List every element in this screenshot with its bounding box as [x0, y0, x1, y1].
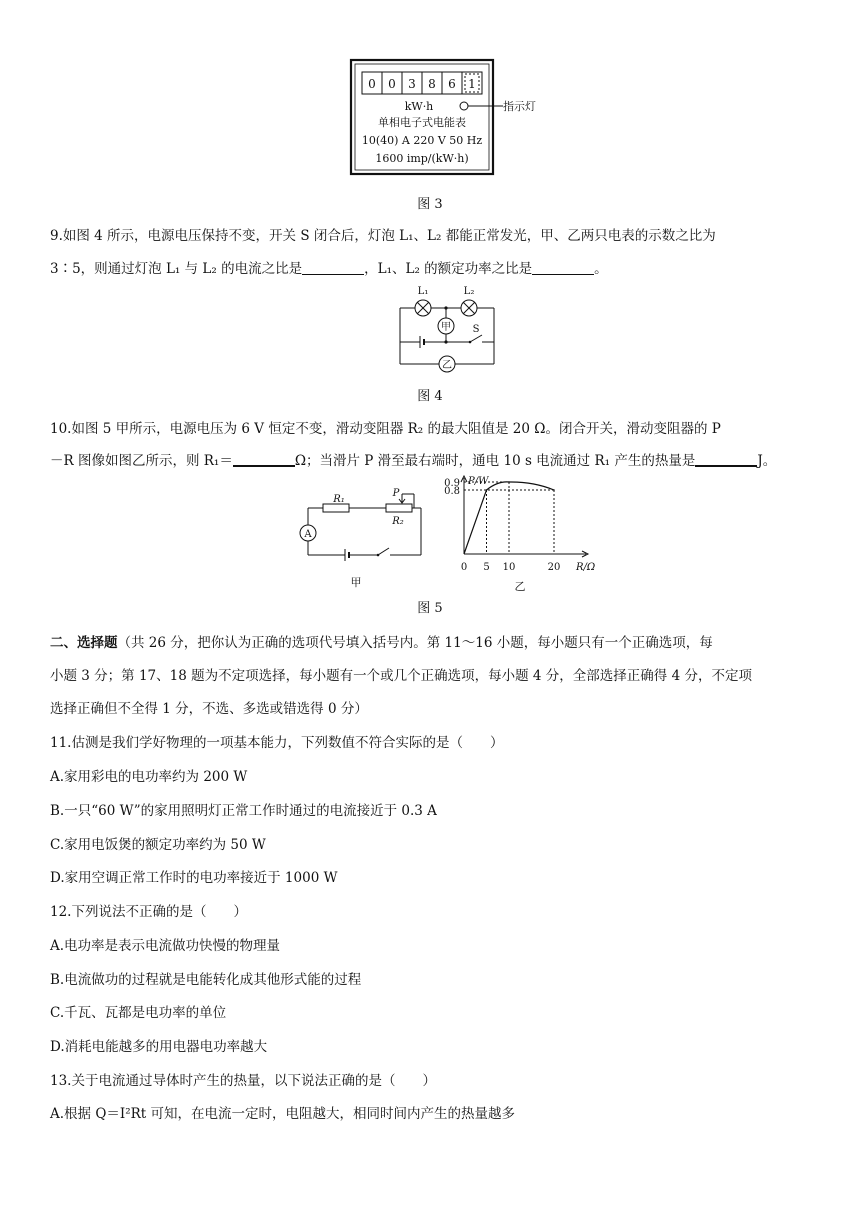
figure-5-circuit — [290, 482, 430, 592]
meter-name: 单相电子式电能表 — [378, 116, 466, 129]
meter-digit: 8 — [428, 77, 436, 91]
q12-stem: 12.下列说法不正确的是（ ） — [50, 904, 247, 920]
q9-text-a: 3∶5，则通过灯泡 L₁ 与 L₂ 的电流之比是 — [50, 261, 303, 277]
q9-line-1: 9.如图 4 所示，电源电压保持不变，开关 S 闭合后，灯泡 L₁、L₂ 都能正常发光，甲、乙两只电表的示数之比为 — [50, 228, 716, 244]
q10-text-a: －R 图像如图乙所示，则 R₁＝ — [50, 453, 233, 469]
figure-5-left-label: 甲 — [350, 576, 362, 589]
figure-3-caption: 图 3 — [417, 197, 443, 212]
figure-5-chart — [440, 470, 610, 595]
section-2-line-1 — [50, 633, 815, 653]
answer-blank[interactable] — [532, 260, 594, 275]
q12-option-a: A.电功率是表示电流做功快慢的物理量 — [50, 938, 281, 954]
q9-line-2 — [50, 259, 815, 279]
figure-4-circuit — [392, 284, 502, 376]
x-tick-label: 20 — [547, 562, 561, 573]
x-tick-label: 10 — [502, 562, 516, 573]
q9-text-b: ，L₁、L₂ 的额定功率之比是 — [364, 261, 533, 277]
data-point — [508, 481, 510, 483]
q11-option-d: D.家用空调正常工作时的电功率接近于 1000 W — [50, 870, 338, 886]
figure-4-caption: 图 4 — [417, 389, 443, 404]
meter-digit: 3 — [408, 77, 416, 91]
x-axis-label: R/Ω — [576, 562, 596, 573]
answer-blank[interactable] — [233, 451, 295, 467]
r2-label: R₂ — [392, 516, 404, 527]
switch-s-label: S — [472, 324, 480, 335]
q13-stem: 13.关于电流通过导体时产生的热量，以下说法正确的是（ ） — [50, 1073, 436, 1089]
meter-unit: kW·h — [404, 100, 434, 113]
answer-blank[interactable] — [695, 451, 757, 467]
meter-spec: 10(40) A 220 V 50 Hz — [361, 134, 483, 147]
q12-option-d: D.消耗电能越多的用电器电功率越大 — [50, 1039, 268, 1055]
switch-icon — [378, 548, 389, 555]
meter-digit: 0 — [368, 77, 376, 91]
y-axis-label: P/W — [468, 476, 489, 487]
slider-p-label: P — [392, 488, 400, 499]
meter-jia-label: 甲 — [441, 322, 451, 333]
q11-stem: 11.估测是我们学好物理的一项基本能力，下列数值不符合实际的是（ ） — [50, 735, 504, 751]
section-2-title: 二、选择题 — [50, 635, 118, 651]
figure-5-caption: 图 5 — [417, 601, 443, 616]
section-2-line-3: 选择正确但不全得 1 分，不选、多选或错选得 0 分） — [50, 701, 368, 717]
section-2-intro: （共 26 分，把你认为正确的选项代号填入括号内。第 11～16 小题，每小题只有一个正确选项，每 — [117, 635, 713, 651]
lamp-l1-label: L₁ — [417, 286, 429, 297]
y-tick-label: 0.9 — [444, 478, 460, 489]
q11-option-a: A.家用彩电的电功率约为 200 W — [50, 769, 248, 785]
figure-3-meter — [345, 58, 555, 178]
meter-imp: 1600 imp/(kW·h) — [375, 152, 469, 165]
q9-text-c: 。 — [594, 261, 608, 277]
indicator-label: 指示灯 — [503, 100, 536, 113]
x-tick-label: 0 — [460, 562, 468, 573]
q11-option-b: B.一只“60 W”的家用照明灯正常工作时通过的电流接近于 0.3 A — [50, 803, 437, 819]
q13-option-a: A.根据 Q＝I²Rt 可知，在电流一定时，电阻越大，相同时间内产生的热量越多 — [50, 1106, 516, 1122]
x-tick-label: 5 — [483, 562, 490, 573]
meter-yi-label: 乙 — [442, 360, 452, 371]
q11-option-c: C.家用电饭煲的额定功率约为 50 W — [50, 837, 266, 853]
switch-s-icon — [470, 335, 482, 342]
rheostat-r2-icon — [386, 504, 412, 512]
meter-digit: 6 — [448, 77, 456, 91]
resistor-r1-icon — [323, 504, 349, 512]
section-2-line-2: 小题 3 分；第 17、18 题为不定项选择，每小题有一个或几个正确选项，每小题 4 分，全部选择正确得 4 分，不定项 — [50, 668, 752, 684]
q10-line-1: 10.如图 5 甲所示，电源电压为 6 V 恒定不变，滑动变阻器 R₂ 的最大阻值是 20 Ω。闭合开关，滑动变阻器的 P — [50, 421, 721, 437]
meter-digit: 0 — [388, 77, 396, 91]
r1-label: R₁ — [333, 494, 345, 505]
q12-option-b: B.电流做功的过程就是电能转化成其他形式能的过程 — [50, 972, 362, 988]
y-tick-label: 0.8 — [444, 486, 460, 497]
q10-text-b: Ω；当滑片 P 滑至最右端时，通电 10 s 电流通过 R₁ 产生的热量是 — [294, 453, 696, 469]
q10-line-2 — [50, 451, 815, 471]
lamp-l2-label: L₂ — [463, 286, 475, 297]
q12-option-c: C.千瓦、瓦都是电功率的单位 — [50, 1005, 227, 1021]
figure-5-right-label: 乙 — [514, 580, 526, 593]
meter-digit-row — [362, 72, 482, 94]
answer-blank[interactable] — [302, 260, 364, 275]
ammeter-label: A — [304, 529, 312, 540]
indicator-light-icon — [460, 102, 468, 110]
data-point — [553, 489, 555, 491]
q10-text-c: J。 — [757, 453, 777, 469]
meter-digit: 1 — [468, 77, 476, 91]
